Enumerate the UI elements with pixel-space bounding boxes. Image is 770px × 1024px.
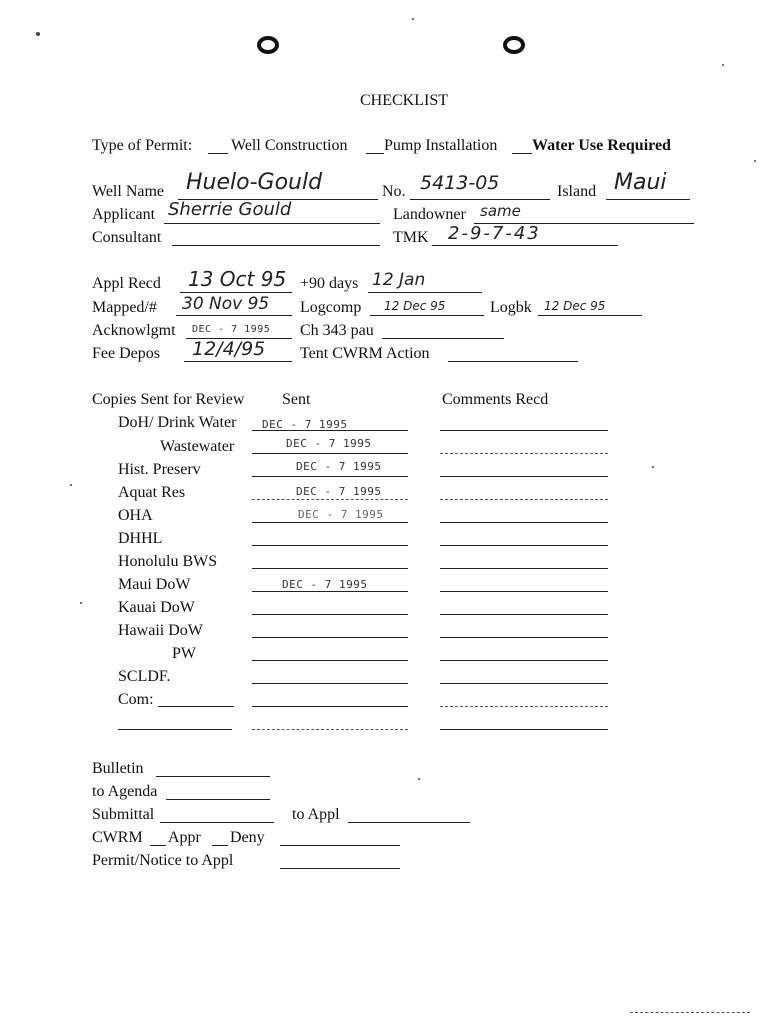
landowner-value: same xyxy=(480,202,521,220)
review-row-sent-line[interactable] xyxy=(252,706,408,707)
fee-depos-value: 12/4/95 xyxy=(192,338,266,360)
island-line[interactable] xyxy=(606,199,690,200)
cwrm-deny-label: Deny xyxy=(230,829,265,846)
review-row-sent-stamp: DEC - 7 1995 xyxy=(262,418,348,431)
review-row-label: Maui DoW xyxy=(118,576,191,593)
review-row-comments-line[interactable] xyxy=(440,476,608,477)
bulletin-line[interactable] xyxy=(156,776,270,777)
review-row-comments-line[interactable] xyxy=(440,660,608,661)
plus90-label: +90 days xyxy=(300,275,359,292)
submittal-label: Submittal xyxy=(92,806,155,823)
com-name-line[interactable] xyxy=(158,706,234,707)
to-agenda-label: to Agenda xyxy=(92,783,158,800)
scan-line xyxy=(630,1012,750,1013)
landowner-label: Landowner xyxy=(393,206,466,223)
permit-option-water-use: Water Use Required xyxy=(532,137,671,154)
fee-depos-label: Fee Depos xyxy=(92,345,160,362)
scan-speck xyxy=(754,160,756,162)
review-row-comments-line[interactable] xyxy=(440,614,608,615)
review-row-comments-line[interactable] xyxy=(440,683,608,684)
tmk-line[interactable] xyxy=(432,245,618,246)
logbk-label: Logbk xyxy=(490,299,532,316)
logbk-line[interactable] xyxy=(538,315,642,316)
scan-speck xyxy=(36,32,40,36)
permit-notice-label: Permit/Notice to Appl xyxy=(92,852,234,869)
scan-speck xyxy=(722,64,724,66)
punch-hole-left xyxy=(257,36,279,54)
review-row-sent-line[interactable] xyxy=(252,522,408,523)
review-row-sent-line[interactable] xyxy=(252,568,408,569)
review-row-comments-line[interactable] xyxy=(440,637,608,638)
review-row-sent-stamp: DEC - 7 1995 xyxy=(296,485,382,498)
appl-recd-value: 13 Oct 95 xyxy=(188,267,287,291)
logcomp-label: Logcomp xyxy=(300,299,362,316)
applicant-label: Applicant xyxy=(92,206,156,223)
submittal-line[interactable] xyxy=(160,822,274,823)
checkbox-line-water-use[interactable] xyxy=(512,153,532,154)
review-row-comments-line[interactable] xyxy=(440,453,608,454)
review-row-comments-line[interactable] xyxy=(440,591,608,592)
appl-recd-label: Appl Recd xyxy=(92,275,161,292)
checkbox-line-well-construction[interactable] xyxy=(208,153,228,154)
ch343-line[interactable] xyxy=(382,338,504,339)
tmk-label: TMK xyxy=(393,229,429,246)
copies-sent-header: Copies Sent for Review xyxy=(92,391,245,408)
review-row-label: Kauai DoW xyxy=(118,599,195,616)
page-title: CHECKLIST xyxy=(360,92,448,109)
applicant-line[interactable] xyxy=(164,223,380,224)
review-row-sent-line[interactable] xyxy=(252,476,408,477)
review-row-comments-line[interactable] xyxy=(440,499,608,500)
review-row-sent-stamp: DEC - 7 1995 xyxy=(282,578,368,591)
island-label: Island xyxy=(557,183,597,200)
to-agenda-line[interactable] xyxy=(166,799,270,800)
cwrm-appr-label: Appr xyxy=(168,829,201,846)
scan-speck xyxy=(412,18,414,20)
well-no-line[interactable] xyxy=(410,199,550,200)
comments-recd-header: Comments Recd xyxy=(442,391,549,408)
well-name-label: Well Name xyxy=(92,183,165,200)
permit-type-label: Type of Permit: xyxy=(92,137,193,154)
review-row-sent-stamp: DEC - 7 1995 xyxy=(286,437,372,450)
review-row-label: PW xyxy=(172,645,196,662)
island-value: Maui xyxy=(614,170,667,195)
applicant-value: Sherrie Gould xyxy=(168,199,292,220)
permit-option-pump-installation: Pump Installation xyxy=(384,137,498,154)
tent-cwrm-line[interactable] xyxy=(448,361,578,362)
permit-option-well-construction: Well Construction xyxy=(231,137,348,154)
review-row-sent-line[interactable] xyxy=(252,453,408,454)
review-row-comments-line[interactable] xyxy=(440,568,608,569)
review-row-sent-line[interactable] xyxy=(252,683,408,684)
plus90-value: 12 Jan xyxy=(372,270,426,290)
review-row-comments-line[interactable] xyxy=(440,706,608,707)
mapped-line[interactable] xyxy=(176,315,292,316)
review-row-label: Com: xyxy=(118,691,154,708)
sent-header: Sent xyxy=(282,391,311,408)
review-row-comments-line[interactable] xyxy=(440,430,608,431)
review-row-sent-line[interactable] xyxy=(252,614,408,615)
permit-notice-line[interactable] xyxy=(280,868,400,869)
review-row-sent-line[interactable] xyxy=(252,499,408,500)
well-no-value: 5413-05 xyxy=(420,172,500,194)
review-row-comments-line[interactable] xyxy=(440,522,608,523)
review-row-sent-line[interactable] xyxy=(252,660,408,661)
cwrm-deny-checkbox-line[interactable] xyxy=(212,845,228,846)
review-row-sent-line[interactable] xyxy=(252,591,408,592)
tent-cwrm-label: Tent CWRM Action xyxy=(300,345,430,362)
extra-label-line[interactable] xyxy=(118,729,232,730)
cwrm-appr-checkbox-line[interactable] xyxy=(150,845,166,846)
logbk-value: 12 Dec 95 xyxy=(544,299,606,313)
logcomp-line[interactable] xyxy=(370,315,484,316)
cwrm-label: CWRM xyxy=(92,829,143,846)
logcomp-value: 12 Dec 95 xyxy=(384,299,446,313)
checkbox-line-pump-installation[interactable] xyxy=(366,153,384,154)
extra-comments-line[interactable] xyxy=(440,729,608,730)
review-row-label: SCLDF. xyxy=(118,668,171,685)
mapped-value: 30 Nov 95 xyxy=(182,294,270,314)
review-row-sent-stamp: DEC - 7 1995 xyxy=(298,508,384,521)
well-no-label: No. xyxy=(382,183,406,200)
review-row-sent-line[interactable] xyxy=(252,637,408,638)
appl-recd-line[interactable] xyxy=(180,292,292,293)
review-row-sent-stamp: DEC - 7 1995 xyxy=(296,460,382,473)
well-name-value: Huelo-Gould xyxy=(186,170,323,195)
bulletin-label: Bulletin xyxy=(92,760,144,777)
review-row-comments-line[interactable] xyxy=(440,545,608,546)
scan-speck xyxy=(418,778,420,780)
review-row-label: Hawaii DoW xyxy=(118,622,203,639)
scan-speck xyxy=(80,602,82,604)
consultant-line[interactable] xyxy=(172,245,380,246)
ch343-label: Ch 343 pau xyxy=(300,322,374,339)
consultant-label: Consultant xyxy=(92,229,162,246)
acknowlgmt-stamp: DEC - 7 1995 xyxy=(192,324,271,335)
review-row-label: DHHL xyxy=(118,530,163,547)
review-row-label: Hist. Preserv xyxy=(118,461,201,478)
review-row-label: OHA xyxy=(118,507,153,524)
punch-hole-right xyxy=(503,36,525,54)
scan-speck xyxy=(70,484,72,486)
to-appl-label: to Appl xyxy=(292,806,340,823)
cwrm-line[interactable] xyxy=(280,845,400,846)
review-row-sent-line[interactable] xyxy=(252,430,408,431)
mapped-label: Mapped/# xyxy=(92,299,157,316)
review-row-label: Wastewater xyxy=(160,438,235,455)
acknowlgmt-label: Acknowlgmt xyxy=(92,322,176,339)
fee-depos-line[interactable] xyxy=(184,361,292,362)
to-appl-line[interactable] xyxy=(348,822,470,823)
review-row-label: Aquat Res xyxy=(118,484,186,501)
review-row-sent-line[interactable] xyxy=(252,545,408,546)
extra-sent-line[interactable] xyxy=(252,729,408,730)
tmk-value: 2-9-7-43 xyxy=(448,223,541,244)
scan-speck xyxy=(652,466,654,468)
review-row-label: Honolulu BWS xyxy=(118,553,218,570)
review-row-label: DoH/ Drink Water xyxy=(118,414,237,431)
plus90-line[interactable] xyxy=(368,292,482,293)
